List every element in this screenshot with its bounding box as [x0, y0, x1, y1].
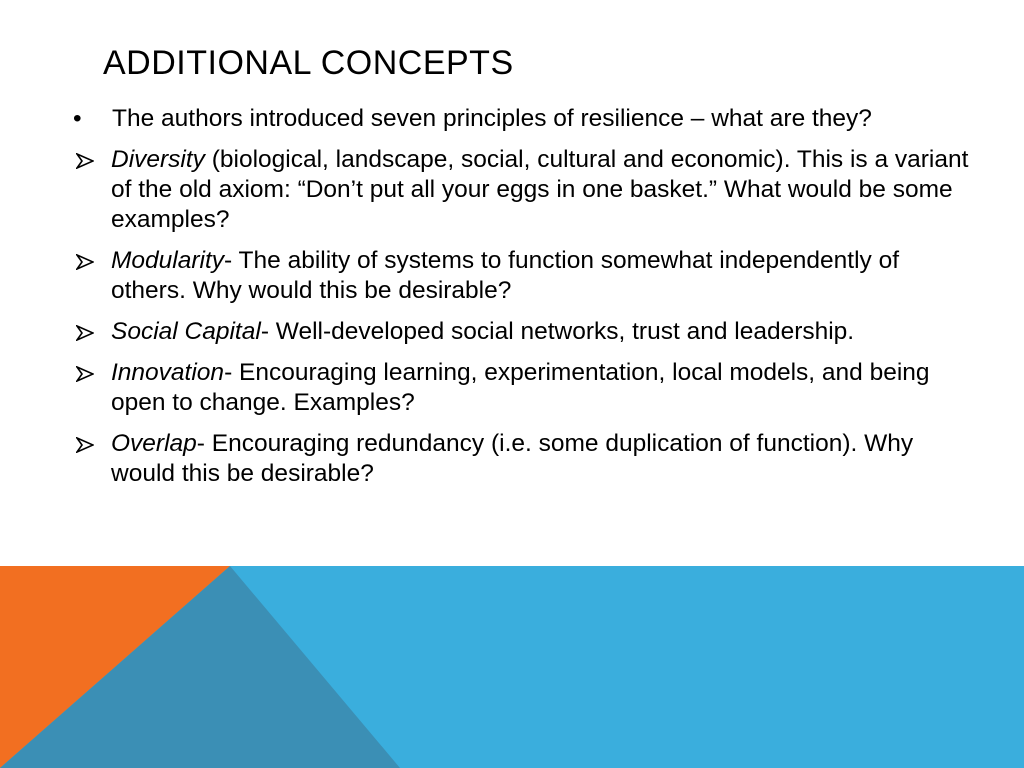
principle-description: The ability of systems to function somewhat independently of others. Why would this be desirable? — [111, 247, 900, 304]
principle-text — [111, 358, 977, 418]
principle-term: Modularity — [111, 247, 225, 274]
principle-description: (biological, landscape, social, cultural and economic). This is a variant of the old axiom: “Don’t put all your eggs in one basket.” What would be some examples? — [111, 146, 969, 233]
principle-description: Encouraging redundancy (i.e. some duplication of function). Why would this be desirable? — [111, 430, 914, 487]
arrowhead-bullet-icon — [72, 317, 111, 341]
decorative-footer-band — [0, 566, 1024, 768]
principle-separator: - — [224, 247, 239, 274]
principle-text — [111, 145, 977, 235]
arrowhead-bullet-icon — [72, 358, 111, 382]
principle-separator — [205, 146, 212, 173]
principle-item — [72, 358, 977, 418]
principle-item — [72, 429, 977, 489]
slide-title: ADDITIONAL CONCEPTS — [103, 44, 514, 82]
arrowhead-bullet-icon — [72, 246, 111, 270]
principle-description: Well-developed social networks, trust and leadership. — [275, 318, 855, 345]
arrowhead-bullet-icon — [72, 145, 111, 169]
principle-term: Innovation — [111, 359, 225, 386]
principle-term: Diversity — [111, 146, 205, 173]
principle-text — [111, 246, 977, 306]
principle-item — [72, 317, 977, 347]
bullet-dot: • — [73, 105, 82, 132]
principle-term: Social Capital — [111, 318, 261, 345]
principle-separator: - — [260, 318, 276, 345]
arrowhead-bullet-icon — [72, 429, 111, 453]
principle-separator: - — [196, 430, 212, 457]
principle-item — [72, 246, 977, 306]
principle-term: Overlap — [111, 430, 197, 457]
principle-item — [72, 145, 977, 235]
content-body — [72, 104, 977, 500]
principle-separator: - — [224, 359, 240, 386]
intro-text: The authors introduced seven principles of resilience – what are they? — [112, 105, 872, 132]
intro-item — [72, 104, 977, 134]
principle-description: Encouraging learning, experimentation, local models, and being open to change. Examples? — [111, 359, 930, 416]
principle-text — [111, 429, 977, 489]
principle-text — [111, 317, 977, 347]
